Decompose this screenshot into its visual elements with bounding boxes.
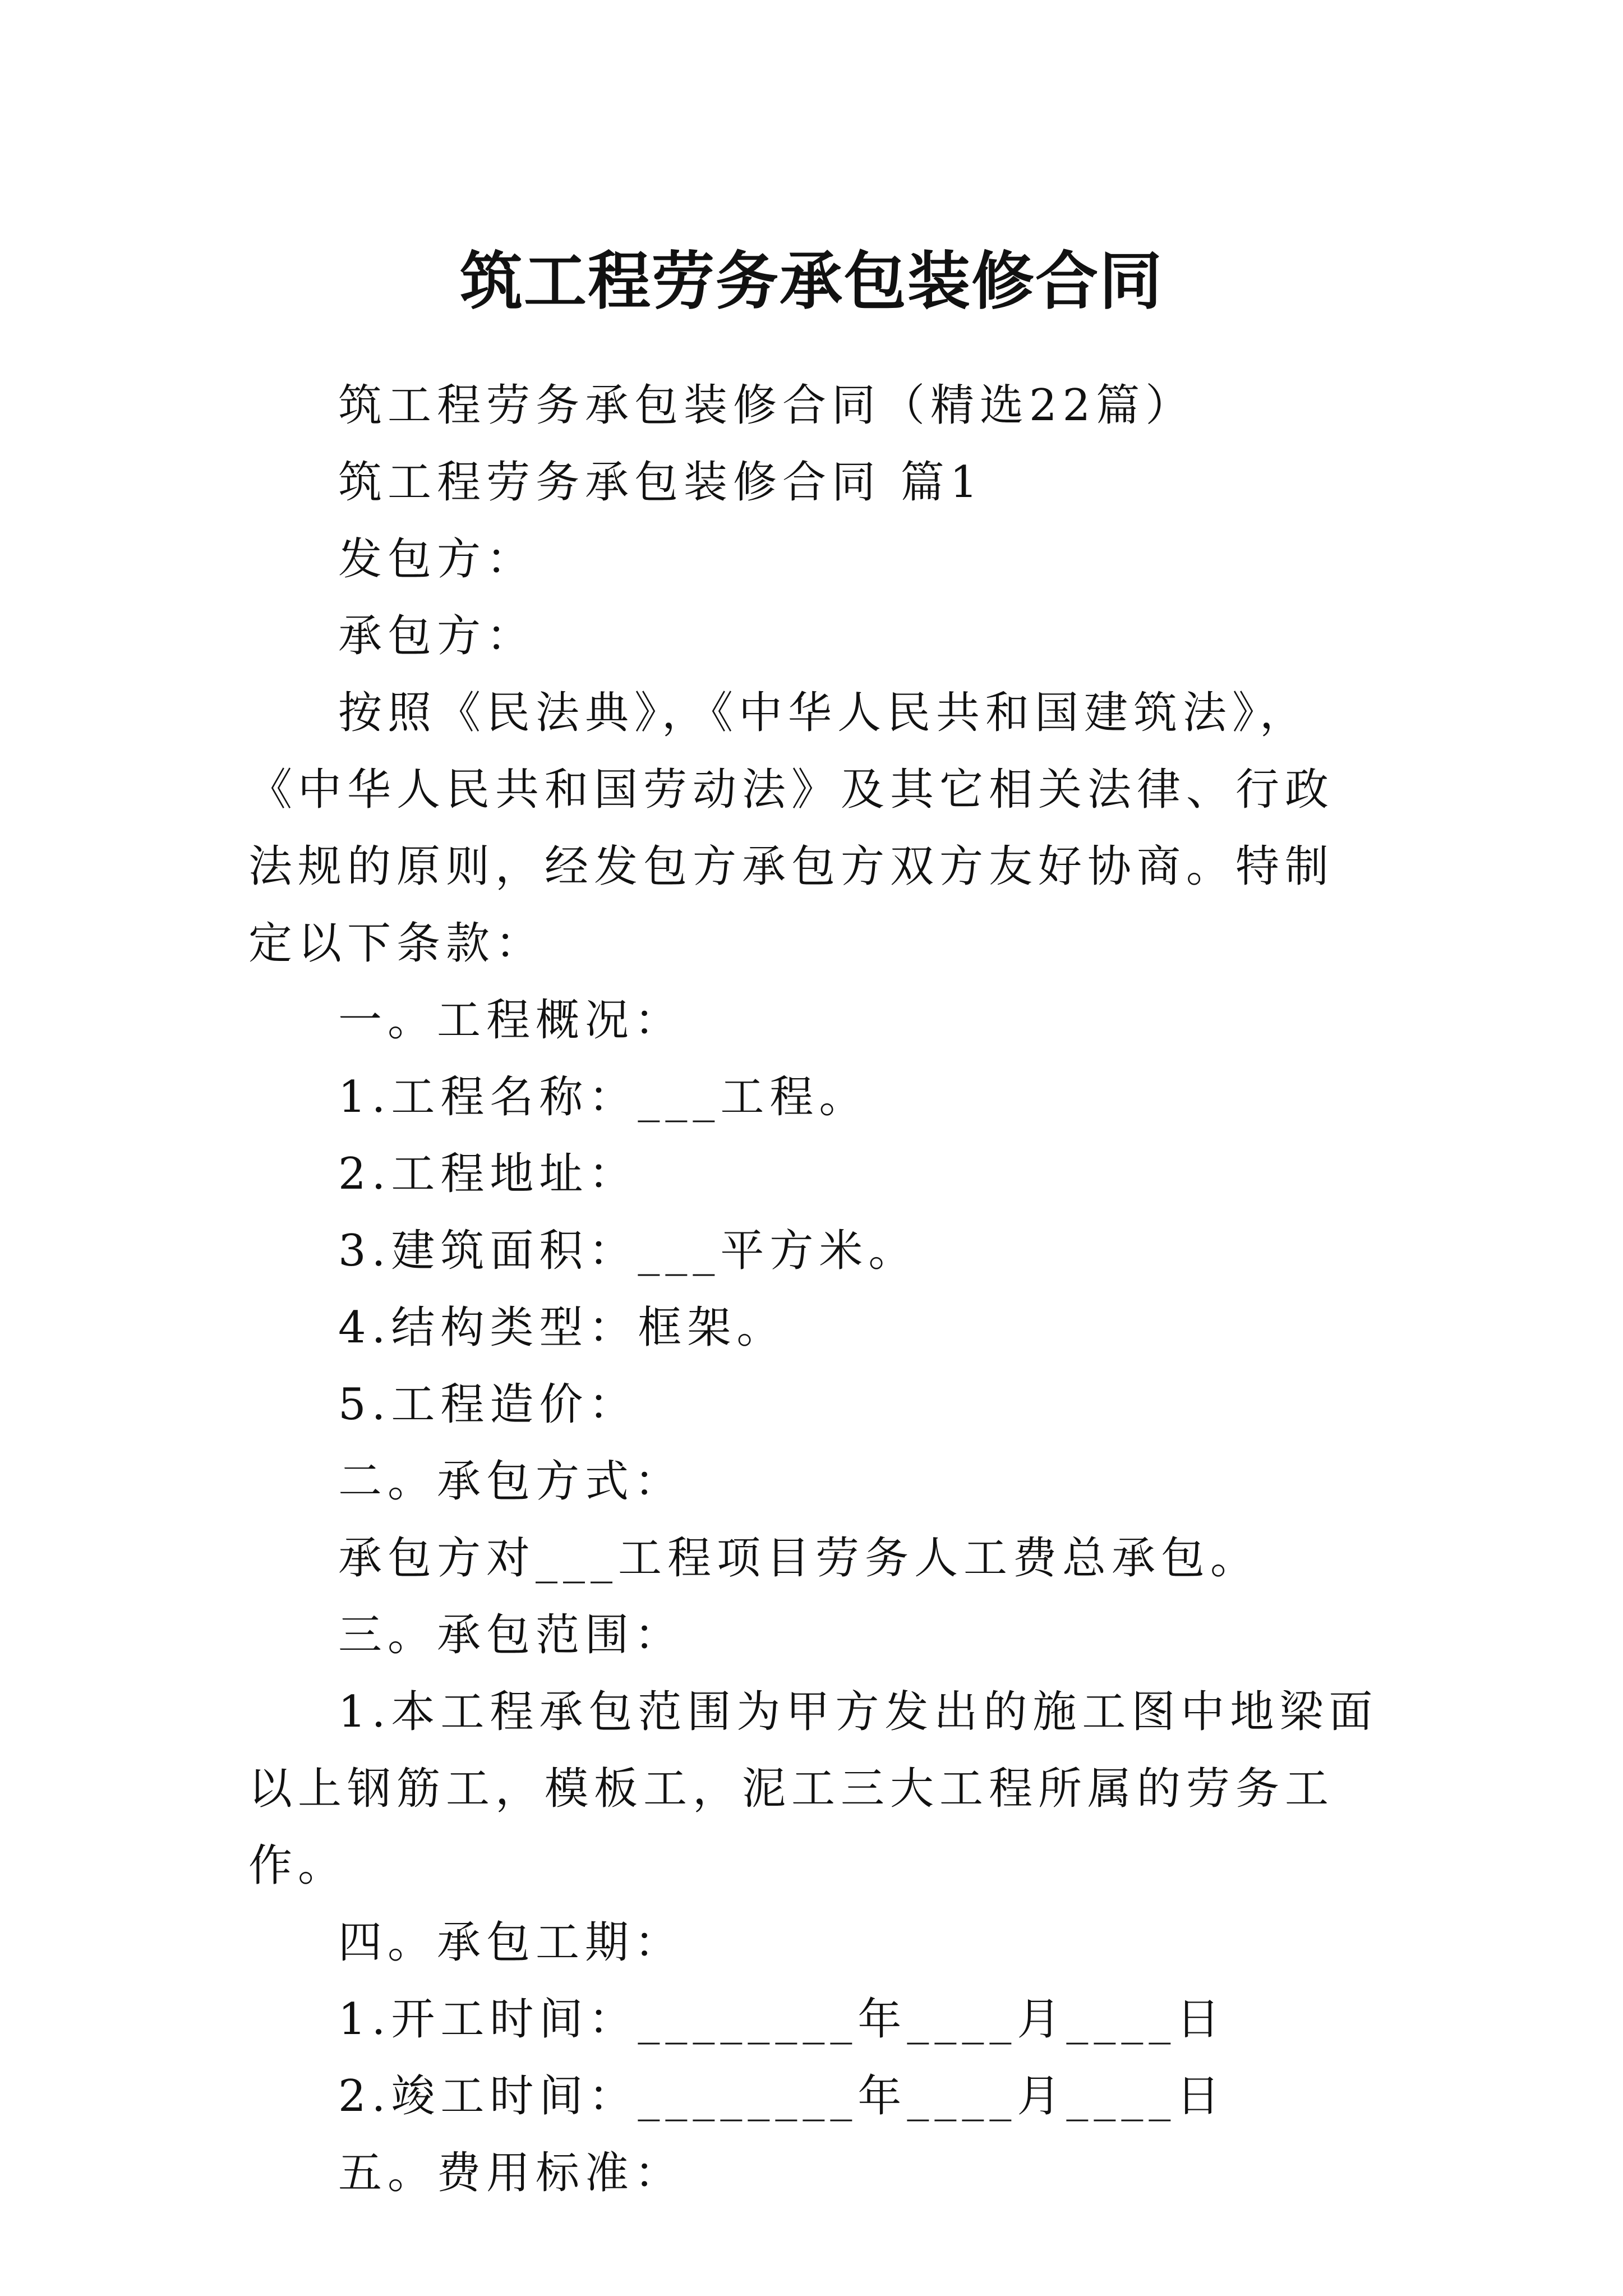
clause-item: 1.本工程承包范围为甲方发出的施工图中地梁面以上钢筋工，模板工，泥工三大工程所属的劳务工作。 xyxy=(248,1687,1378,1891)
section-heading-paragraph: 筑工程劳务承包装修合同 篇1 xyxy=(338,457,984,508)
employer-line: 发包方： xyxy=(338,534,536,585)
clause-item: 承包方对___工程项目劳务人工费总承包。 xyxy=(338,1533,1260,1584)
clause-item: 4.结构类型：框架。 xyxy=(338,1303,786,1353)
clause-heading: 三。承包范围： xyxy=(338,1610,684,1660)
clause-item: 1.工程名称：___工程。 xyxy=(338,1072,869,1122)
subtitle-paragraph: 筑工程劳务承包装修合同（精选22篇） xyxy=(338,380,1195,431)
clause-heading: 五。费用标准： xyxy=(338,2148,684,2198)
document-title: 筑工程劳务承包装修合同 xyxy=(460,245,1163,319)
clause-item: 1.开工时间：________年____月____日 xyxy=(338,1994,1226,2045)
clause-item: 3.建筑面积：___平方米。 xyxy=(338,1226,918,1276)
contractor-line: 承包方： xyxy=(338,611,536,661)
clause-heading: 二。承包方式： xyxy=(338,1456,684,1507)
clause-heading: 一。工程概况： xyxy=(338,995,684,1046)
preamble-paragraph: 按照《民法典》，《中华人民共和国建筑法》，《中华人民共和国劳动法》及其它相关法律、行政法规的原则，经发包方承包方双方友好协商。特制定以下条款： xyxy=(248,688,1335,969)
document-body xyxy=(248,367,1381,2212)
clause-item: 5.工程造价： xyxy=(338,1379,638,1430)
clause-item: 2.工程地址： xyxy=(338,1149,638,1199)
clause-item: 2.竣工时间：________年____月____日 xyxy=(338,2071,1226,2122)
clause-heading: 四。承包工期： xyxy=(338,1917,684,1968)
